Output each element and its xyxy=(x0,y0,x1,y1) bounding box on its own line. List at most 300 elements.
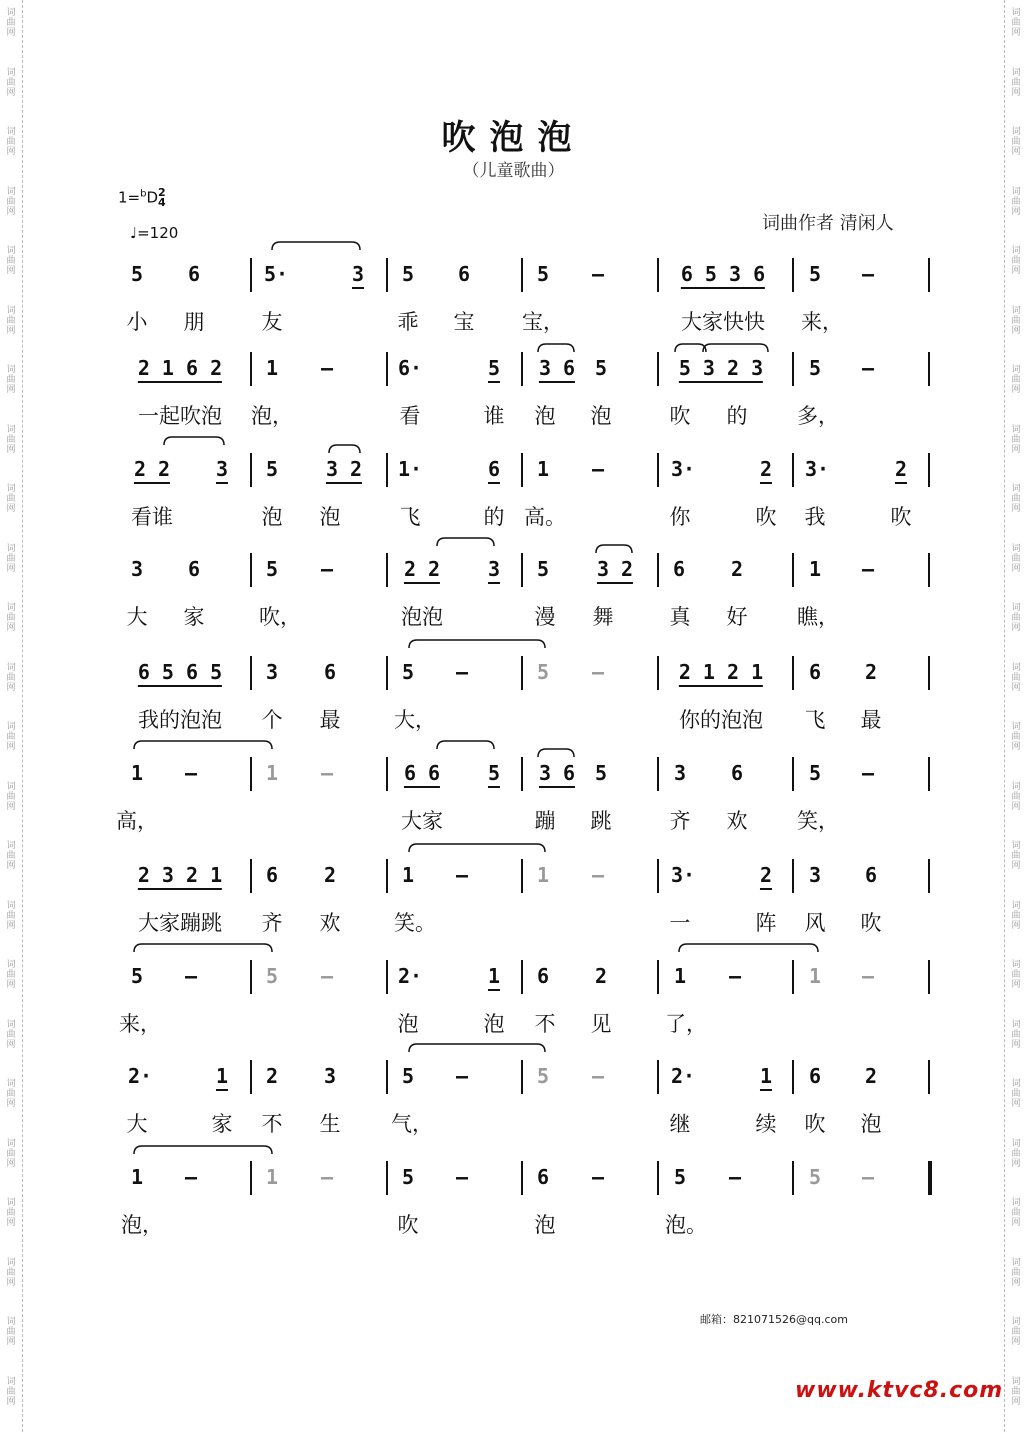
time-signature xyxy=(158,188,166,208)
song-subtitle: （儿童歌曲） xyxy=(462,161,565,181)
barline xyxy=(657,656,659,690)
note: – xyxy=(455,660,469,684)
note: 5 xyxy=(673,1165,687,1189)
barline xyxy=(386,352,388,386)
lyric: 阵 xyxy=(755,911,777,935)
watermark-mark: 词 曲 网 xyxy=(1011,484,1021,514)
watermark-mark: 词 曲 网 xyxy=(6,841,16,871)
watermark-mark: 词 曲 网 xyxy=(1011,127,1021,157)
watermark-mark: 词 曲 网 xyxy=(6,8,16,38)
lyric: 一 xyxy=(669,911,691,935)
lyric: 跳 xyxy=(590,809,612,833)
lyric: 个 xyxy=(261,708,283,732)
key-prefix: 1= xyxy=(118,188,141,207)
barline xyxy=(792,859,794,893)
score-row xyxy=(0,1165,1027,1265)
note: 5 xyxy=(808,262,822,286)
watermark-mark: 词 曲 网 xyxy=(1011,603,1021,633)
note: 1 xyxy=(216,1064,228,1091)
watermark-mark: 词 曲 网 xyxy=(1011,841,1021,871)
note: 5 xyxy=(594,761,608,785)
slur xyxy=(272,242,360,250)
note: – xyxy=(591,660,605,684)
barline xyxy=(657,859,659,893)
lyric: 谁 xyxy=(483,404,505,428)
lyric: 的 xyxy=(483,505,505,529)
barline xyxy=(657,757,659,791)
barline xyxy=(928,960,930,994)
score-row xyxy=(0,863,1027,963)
lyric: 飞 xyxy=(804,708,826,732)
lyric: 见 xyxy=(590,1012,612,1036)
barline xyxy=(792,453,794,487)
note: 1 xyxy=(488,964,500,991)
barline xyxy=(521,1060,523,1094)
lyric: 不 xyxy=(534,1012,556,1036)
lyric: 瞧， xyxy=(797,605,839,629)
note: 6 5 6 5 xyxy=(138,660,222,687)
watermark-mark: 词 曲 网 xyxy=(1011,781,1021,812)
song-title: 吹泡泡 xyxy=(441,118,586,158)
lyric: 最 xyxy=(860,708,882,732)
note: 3· xyxy=(804,457,830,481)
lyric: 我 xyxy=(804,505,826,529)
lyric: 你的泡泡 xyxy=(679,708,763,732)
watermark-mark: 词 曲 网 xyxy=(6,722,16,752)
lyric: 泡泡 xyxy=(401,605,443,629)
lyric: 泡 xyxy=(860,1112,882,1136)
time-bottom: 4 xyxy=(158,196,166,209)
note: – xyxy=(184,964,198,988)
watermark-mark: 词 曲 网 xyxy=(6,1257,16,1288)
note: 5 xyxy=(130,262,144,286)
barline xyxy=(792,757,794,791)
note: 2 3 2 1 xyxy=(138,863,222,890)
note: – xyxy=(728,1165,742,1189)
note-line xyxy=(0,356,1027,396)
note: – xyxy=(861,1165,875,1189)
note: 1 xyxy=(130,1165,144,1189)
note: – xyxy=(861,262,875,286)
barline xyxy=(928,859,930,893)
lyric: 了， xyxy=(665,1012,707,1036)
note: 1 xyxy=(130,761,144,785)
lyric: 笑。 xyxy=(394,911,436,935)
barline xyxy=(521,352,523,386)
note: – xyxy=(861,964,875,988)
note: – xyxy=(320,1165,334,1189)
score-row xyxy=(0,557,1027,657)
barline xyxy=(657,352,659,386)
lyric: 好 xyxy=(726,605,748,629)
note: 5 xyxy=(401,1165,415,1189)
watermark-mark: 词 曲 网 xyxy=(1011,722,1021,752)
lyric: 吹 xyxy=(397,1213,419,1237)
lyric: 宝 xyxy=(453,310,475,334)
note: 5 xyxy=(808,1165,822,1189)
barline xyxy=(521,453,523,487)
note: 6 xyxy=(730,761,744,785)
barline xyxy=(250,352,252,386)
watermark-mark: 词 曲 网 xyxy=(6,67,16,98)
barline xyxy=(250,258,252,292)
note: 5 xyxy=(401,1064,415,1088)
lyric: 齐 xyxy=(261,911,283,935)
barline xyxy=(250,656,252,690)
watermark-mark: 词 曲 网 xyxy=(6,781,16,812)
lyric: 大家快快 xyxy=(681,310,765,334)
note: 5 xyxy=(265,457,279,481)
note: – xyxy=(184,1165,198,1189)
lyric: 家 xyxy=(183,605,205,629)
lyric: 多， xyxy=(797,404,839,428)
note: 5 xyxy=(488,356,500,383)
watermark-mark: 词 曲 网 xyxy=(1011,246,1021,276)
note: 5 xyxy=(536,262,550,286)
lyric: 来， xyxy=(801,310,843,334)
lyric: 笑， xyxy=(797,809,839,833)
note: 6 5 3 6 xyxy=(681,262,765,289)
lyric: 大 xyxy=(126,1112,148,1136)
lyric: 泡 xyxy=(534,1213,556,1237)
watermark-mark: 词 曲 网 xyxy=(1011,186,1021,217)
barline xyxy=(792,553,794,587)
note: 3· xyxy=(670,863,696,887)
lyric: 吹 xyxy=(669,404,691,428)
barline xyxy=(657,453,659,487)
note: 6 6 xyxy=(404,761,440,788)
note: 6 xyxy=(187,557,201,581)
barline xyxy=(657,1161,659,1195)
lyric: 我的泡泡 xyxy=(138,708,222,732)
note: 6 xyxy=(187,262,201,286)
note: 5 xyxy=(536,660,550,684)
watermark-mark: 词 曲 网 xyxy=(1011,960,1021,990)
lyric: 续 xyxy=(755,1112,777,1136)
note: – xyxy=(861,557,875,581)
note: 6 xyxy=(536,964,550,988)
watermark-mark: 词 曲 网 xyxy=(6,484,16,514)
note: 5 xyxy=(265,964,279,988)
watermark-mark: 词 曲 网 xyxy=(1011,1138,1021,1169)
lyric: 飞 xyxy=(399,505,421,529)
barline xyxy=(657,258,659,292)
barline xyxy=(792,352,794,386)
note: 2 xyxy=(265,1064,279,1088)
watermark-mark: 词 曲 网 xyxy=(1011,1257,1021,1288)
lyric: 齐 xyxy=(669,809,691,833)
note: 3 xyxy=(323,1064,337,1088)
note: 2 xyxy=(730,557,744,581)
email-footer: 邮箱：821071526@qq.com xyxy=(700,1313,848,1326)
lyric: 泡 xyxy=(319,505,341,529)
note: – xyxy=(320,356,334,380)
barline xyxy=(250,553,252,587)
lyric: 最 xyxy=(319,708,341,732)
note: 3 xyxy=(673,761,687,785)
watermark-mark: 词 曲 网 xyxy=(1011,67,1021,98)
score-row xyxy=(0,356,1027,456)
lyric: 看谁 xyxy=(131,505,173,529)
lyric: 来， xyxy=(119,1012,161,1036)
note: 5 xyxy=(401,262,415,286)
barline xyxy=(250,960,252,994)
note: 2 xyxy=(895,457,907,484)
barline xyxy=(386,960,388,994)
note: – xyxy=(728,964,742,988)
barline xyxy=(792,1161,794,1195)
watermark-mark: 词 曲 网 xyxy=(6,1079,16,1109)
note: 1 xyxy=(673,964,687,988)
barline xyxy=(521,656,523,690)
lyric: 的 xyxy=(726,404,748,428)
watermark-mark: 词 曲 网 xyxy=(6,305,16,336)
note: 2 xyxy=(323,863,337,887)
watermark-mark: 词 曲 网 xyxy=(1011,365,1021,395)
note: 2· xyxy=(670,1064,696,1088)
watermark-mark: 词 曲 网 xyxy=(6,186,16,217)
key-note: D xyxy=(146,188,159,207)
note-line xyxy=(0,557,1027,597)
lyric: 吹 xyxy=(755,505,777,529)
note: 5· xyxy=(263,262,289,286)
note: – xyxy=(320,964,334,988)
note: 5 xyxy=(808,356,822,380)
lyric: 家 xyxy=(211,1112,233,1136)
barline xyxy=(250,1060,252,1094)
note: – xyxy=(184,761,198,785)
note: 2 xyxy=(594,964,608,988)
final-barline xyxy=(928,1161,932,1195)
note: 5 xyxy=(808,761,822,785)
lyric: 泡。 xyxy=(665,1213,707,1237)
barline xyxy=(928,757,930,791)
barline xyxy=(250,757,252,791)
watermark-mark: 词 曲 网 xyxy=(6,1376,16,1407)
lyric: 小 xyxy=(126,310,148,334)
note: – xyxy=(455,1165,469,1189)
watermark-mark: 词 曲 网 xyxy=(1011,1317,1021,1347)
score-row xyxy=(0,1064,1027,1164)
watermark-mark: 词 曲 网 xyxy=(1011,900,1021,931)
lyric: 吹， xyxy=(259,605,301,629)
score-row xyxy=(0,262,1027,362)
barline xyxy=(792,258,794,292)
barline xyxy=(521,1161,523,1195)
note: 2 1 6 2 xyxy=(138,356,222,383)
lyric: 宝， xyxy=(522,310,564,334)
note: 2· xyxy=(397,964,423,988)
score-row xyxy=(0,660,1027,760)
note: – xyxy=(320,761,334,785)
note: 5 xyxy=(488,761,500,788)
barline xyxy=(928,656,930,690)
watermark-mark: 词 曲 网 xyxy=(1011,662,1021,693)
barline xyxy=(386,258,388,292)
note: – xyxy=(861,761,875,785)
barline xyxy=(521,553,523,587)
note: 6 xyxy=(864,863,878,887)
note: 2 xyxy=(760,863,772,890)
lyric: 友 xyxy=(261,310,283,334)
note: 6 xyxy=(808,1064,822,1088)
score-row xyxy=(0,761,1027,861)
lyric: 泡 xyxy=(590,404,612,428)
note: – xyxy=(591,1165,605,1189)
note: 3 xyxy=(265,660,279,684)
lyric: 继 xyxy=(669,1112,691,1136)
note: – xyxy=(455,863,469,887)
watermark-mark: 词 曲 网 xyxy=(6,365,16,395)
note: 1· xyxy=(397,457,423,481)
note: 3 xyxy=(130,557,144,581)
note: 1 xyxy=(536,863,550,887)
barline xyxy=(250,453,252,487)
barline xyxy=(928,352,930,386)
note: 3 2 xyxy=(597,557,633,584)
watermark-mark: 词 曲 网 xyxy=(6,1317,16,1347)
note: – xyxy=(591,1064,605,1088)
lyric: 大， xyxy=(394,708,436,732)
watermark-mark: 词 曲 网 xyxy=(6,1138,16,1169)
note-line xyxy=(0,964,1027,1004)
lyric: 你 xyxy=(669,505,691,529)
lyric: 生 xyxy=(319,1112,341,1136)
note: 1 xyxy=(808,557,822,581)
watermark-mark: 词 曲 网 xyxy=(6,543,16,574)
note: – xyxy=(591,457,605,481)
barline xyxy=(657,1060,659,1094)
barline xyxy=(386,859,388,893)
note: 2 xyxy=(864,660,878,684)
note: 5 3 2 3 xyxy=(679,356,763,383)
lyric: 风 xyxy=(804,911,826,935)
barline xyxy=(928,553,930,587)
watermark-mark: 词 曲 网 xyxy=(1011,424,1021,455)
quarter-note-icon: ♩ xyxy=(130,224,138,242)
note: – xyxy=(320,557,334,581)
lyric: 泡， xyxy=(251,404,293,428)
barline xyxy=(386,1161,388,1195)
lyric: 朋 xyxy=(183,310,205,334)
note-line xyxy=(0,1064,1027,1104)
lyric: 乖 xyxy=(397,310,419,334)
note: 5 xyxy=(536,1064,550,1088)
note: 2 1 2 1 xyxy=(679,660,763,687)
note: 2· xyxy=(127,1064,153,1088)
note: 5 xyxy=(594,356,608,380)
note: 6 xyxy=(457,262,471,286)
barline xyxy=(386,553,388,587)
barline xyxy=(657,553,659,587)
note: 3· xyxy=(670,457,696,481)
lyric: 吹 xyxy=(860,911,882,935)
note: 6 xyxy=(672,557,686,581)
watermark-mark: 词 曲 网 xyxy=(6,960,16,990)
note: 3 xyxy=(808,863,822,887)
note: 1 xyxy=(265,356,279,380)
note: 6 xyxy=(808,660,822,684)
note-line xyxy=(0,1165,1027,1205)
watermark-mark: 词 曲 网 xyxy=(6,127,16,157)
lyric: 气， xyxy=(391,1112,433,1136)
barline xyxy=(928,258,930,292)
note: – xyxy=(455,1064,469,1088)
note: 6 xyxy=(536,1165,550,1189)
lyric: 舞 xyxy=(592,605,614,629)
barline xyxy=(521,859,523,893)
lyric: 泡， xyxy=(121,1213,163,1237)
barline xyxy=(792,960,794,994)
lyric: 吹 xyxy=(890,505,912,529)
lyric: 真 xyxy=(669,605,691,629)
lyric: 一起吹泡 xyxy=(138,404,222,428)
score-row xyxy=(0,457,1027,557)
barline xyxy=(386,757,388,791)
watermark-mark: 词 曲 网 xyxy=(1011,1198,1021,1228)
note-line xyxy=(0,457,1027,497)
barline xyxy=(521,757,523,791)
note: 5 xyxy=(265,557,279,581)
note: 1 xyxy=(536,457,550,481)
score-row xyxy=(0,964,1027,1064)
watermark-mark: 词 曲 网 xyxy=(6,1019,16,1050)
lyric: 泡 xyxy=(483,1012,505,1036)
note: 2 2 xyxy=(134,457,170,484)
website-logo: www.ktvc8.com xyxy=(795,1378,1004,1403)
lyric: 吹 xyxy=(804,1112,826,1136)
lyric: 不 xyxy=(261,1112,283,1136)
watermark-mark: 词 曲 网 xyxy=(1011,305,1021,336)
note-line xyxy=(0,660,1027,700)
watermark-mark: 词 曲 网 xyxy=(1011,1376,1021,1407)
barline xyxy=(792,656,794,690)
lyric: 泡 xyxy=(261,505,283,529)
lyric: 泡 xyxy=(534,404,556,428)
note: 6 xyxy=(488,457,500,484)
lyric: 蹦 xyxy=(534,809,556,833)
watermark-mark: 词 曲 网 xyxy=(6,603,16,633)
key-signature xyxy=(118,188,166,208)
watermark-mark: 词 曲 网 xyxy=(6,246,16,276)
lyric: 大家蹦跳 xyxy=(138,911,222,935)
barline xyxy=(657,960,659,994)
watermark-mark: 词 曲 网 xyxy=(1011,543,1021,574)
lyric: 泡 xyxy=(397,1012,419,1036)
author-credit: 词曲作者 清闲人 xyxy=(762,213,894,234)
watermark-mark: 词 曲 网 xyxy=(1011,8,1021,38)
watermark-mark: 词 曲 网 xyxy=(6,1198,16,1228)
lyric: 高， xyxy=(116,809,158,833)
note: 5 xyxy=(130,964,144,988)
barline xyxy=(386,656,388,690)
watermark-mark: 词 曲 网 xyxy=(1011,1019,1021,1050)
note: – xyxy=(591,863,605,887)
watermark-mark: 词 曲 网 xyxy=(6,424,16,455)
note: – xyxy=(861,356,875,380)
note: 6· xyxy=(397,356,423,380)
note: 3 xyxy=(352,262,364,289)
note: 1 xyxy=(265,1165,279,1189)
note: 1 xyxy=(760,1064,772,1091)
note: 3 xyxy=(216,457,228,484)
lyric: 大家 xyxy=(401,809,443,833)
note: 3 xyxy=(488,557,500,584)
lyric: 大 xyxy=(126,605,148,629)
tempo-value: =120 xyxy=(137,224,179,242)
barline xyxy=(250,1161,252,1195)
lyric: 欢 xyxy=(726,809,748,833)
